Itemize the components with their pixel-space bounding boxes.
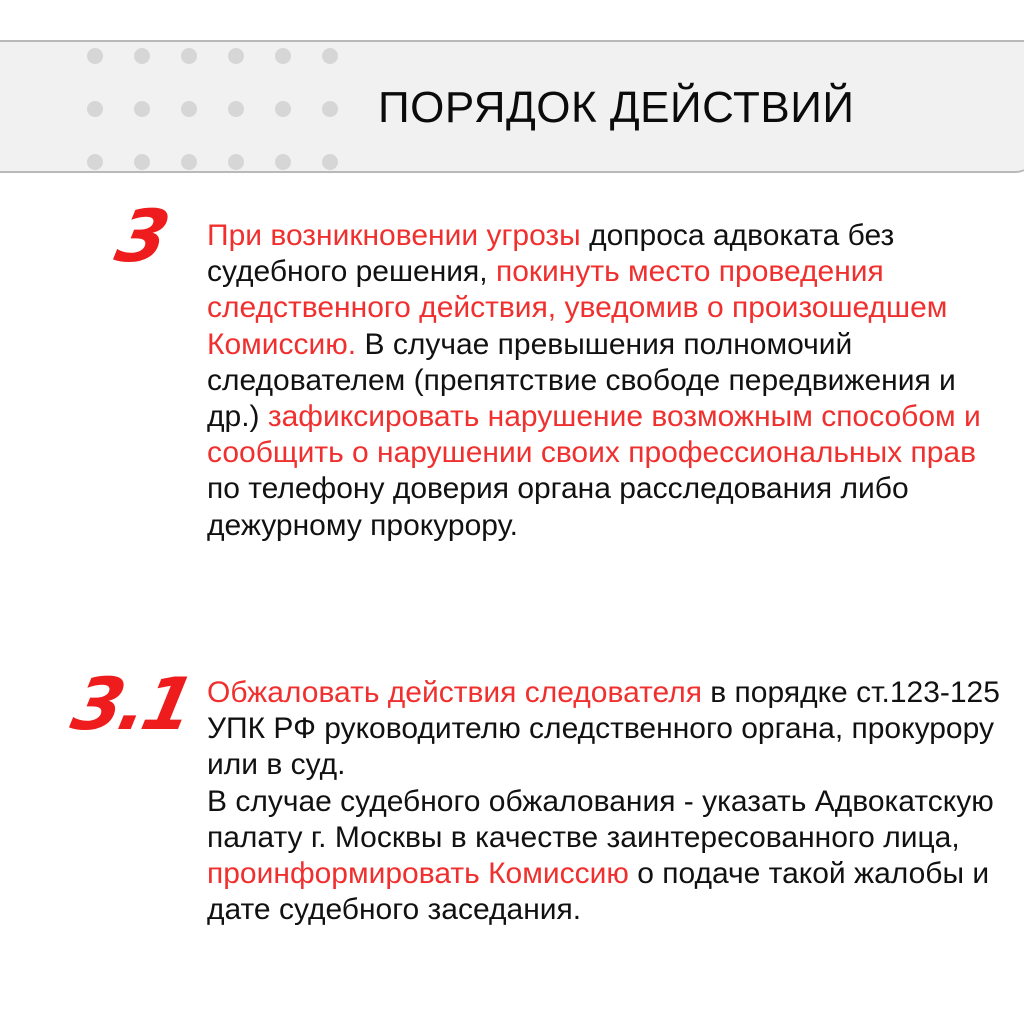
step-3-segment-1: При возникновении угрозы <box>207 219 581 252</box>
dot <box>134 101 150 117</box>
step-3-segment-2: допроса адвоката без судебного решения, <box>207 219 895 289</box>
decorative-dots <box>87 48 338 170</box>
step-number-3: 3 <box>109 194 178 278</box>
step-3-segment-5: зафиксировать нарушение возможным способом и сообщить о нарушении своих профессиональных прав <box>207 400 981 470</box>
dot <box>87 48 103 64</box>
step-3-1-text <box>207 675 1007 928</box>
step-number-3-1: 3.1 <box>65 662 199 746</box>
step-3-text <box>207 218 1007 544</box>
step-3-segment-3: покинуть место проведения следственного действия, уведомив о произошедшем Комиссию. <box>207 255 948 361</box>
step-3-segment-6: по телефону доверия органа расследования либо дежурному прокурору. <box>207 472 909 542</box>
step-3-1-segment-4: проинформировать Комиссию <box>207 857 629 891</box>
dot <box>275 154 291 170</box>
step-3-1-segment-2: в порядке ст.123-125 УПК РФ руководителю следственного органа, прокурору или в суд. <box>207 676 1000 782</box>
dot <box>181 154 197 170</box>
dot <box>228 101 244 117</box>
page-title: ПОРЯДОК ДЕЙСТВИЙ <box>378 83 855 132</box>
dot <box>275 101 291 117</box>
dot <box>181 48 197 64</box>
dot <box>228 48 244 64</box>
step-3-1-segment-3: В случае судебного обжалования - указать Адвокатскую палату г. Москвы в качестве заинтересованного лица, <box>207 784 994 854</box>
step-3-1-segment-5: о подаче такой жалобы и дате судебного заседания. <box>207 857 990 927</box>
step-3-1-segment-1: Обжаловать действия следователя <box>207 676 702 709</box>
dot <box>322 101 338 117</box>
step-3-segment-4: В случае превышения полномочий следователем (препятствие свободе передвижения и др.) <box>207 327 956 434</box>
dot <box>228 154 244 170</box>
dot <box>134 154 150 170</box>
dot <box>87 101 103 117</box>
dot <box>275 48 291 64</box>
dot <box>322 154 338 170</box>
dot <box>181 101 197 117</box>
dot <box>322 48 338 64</box>
dot <box>87 154 103 170</box>
dot <box>134 48 150 64</box>
